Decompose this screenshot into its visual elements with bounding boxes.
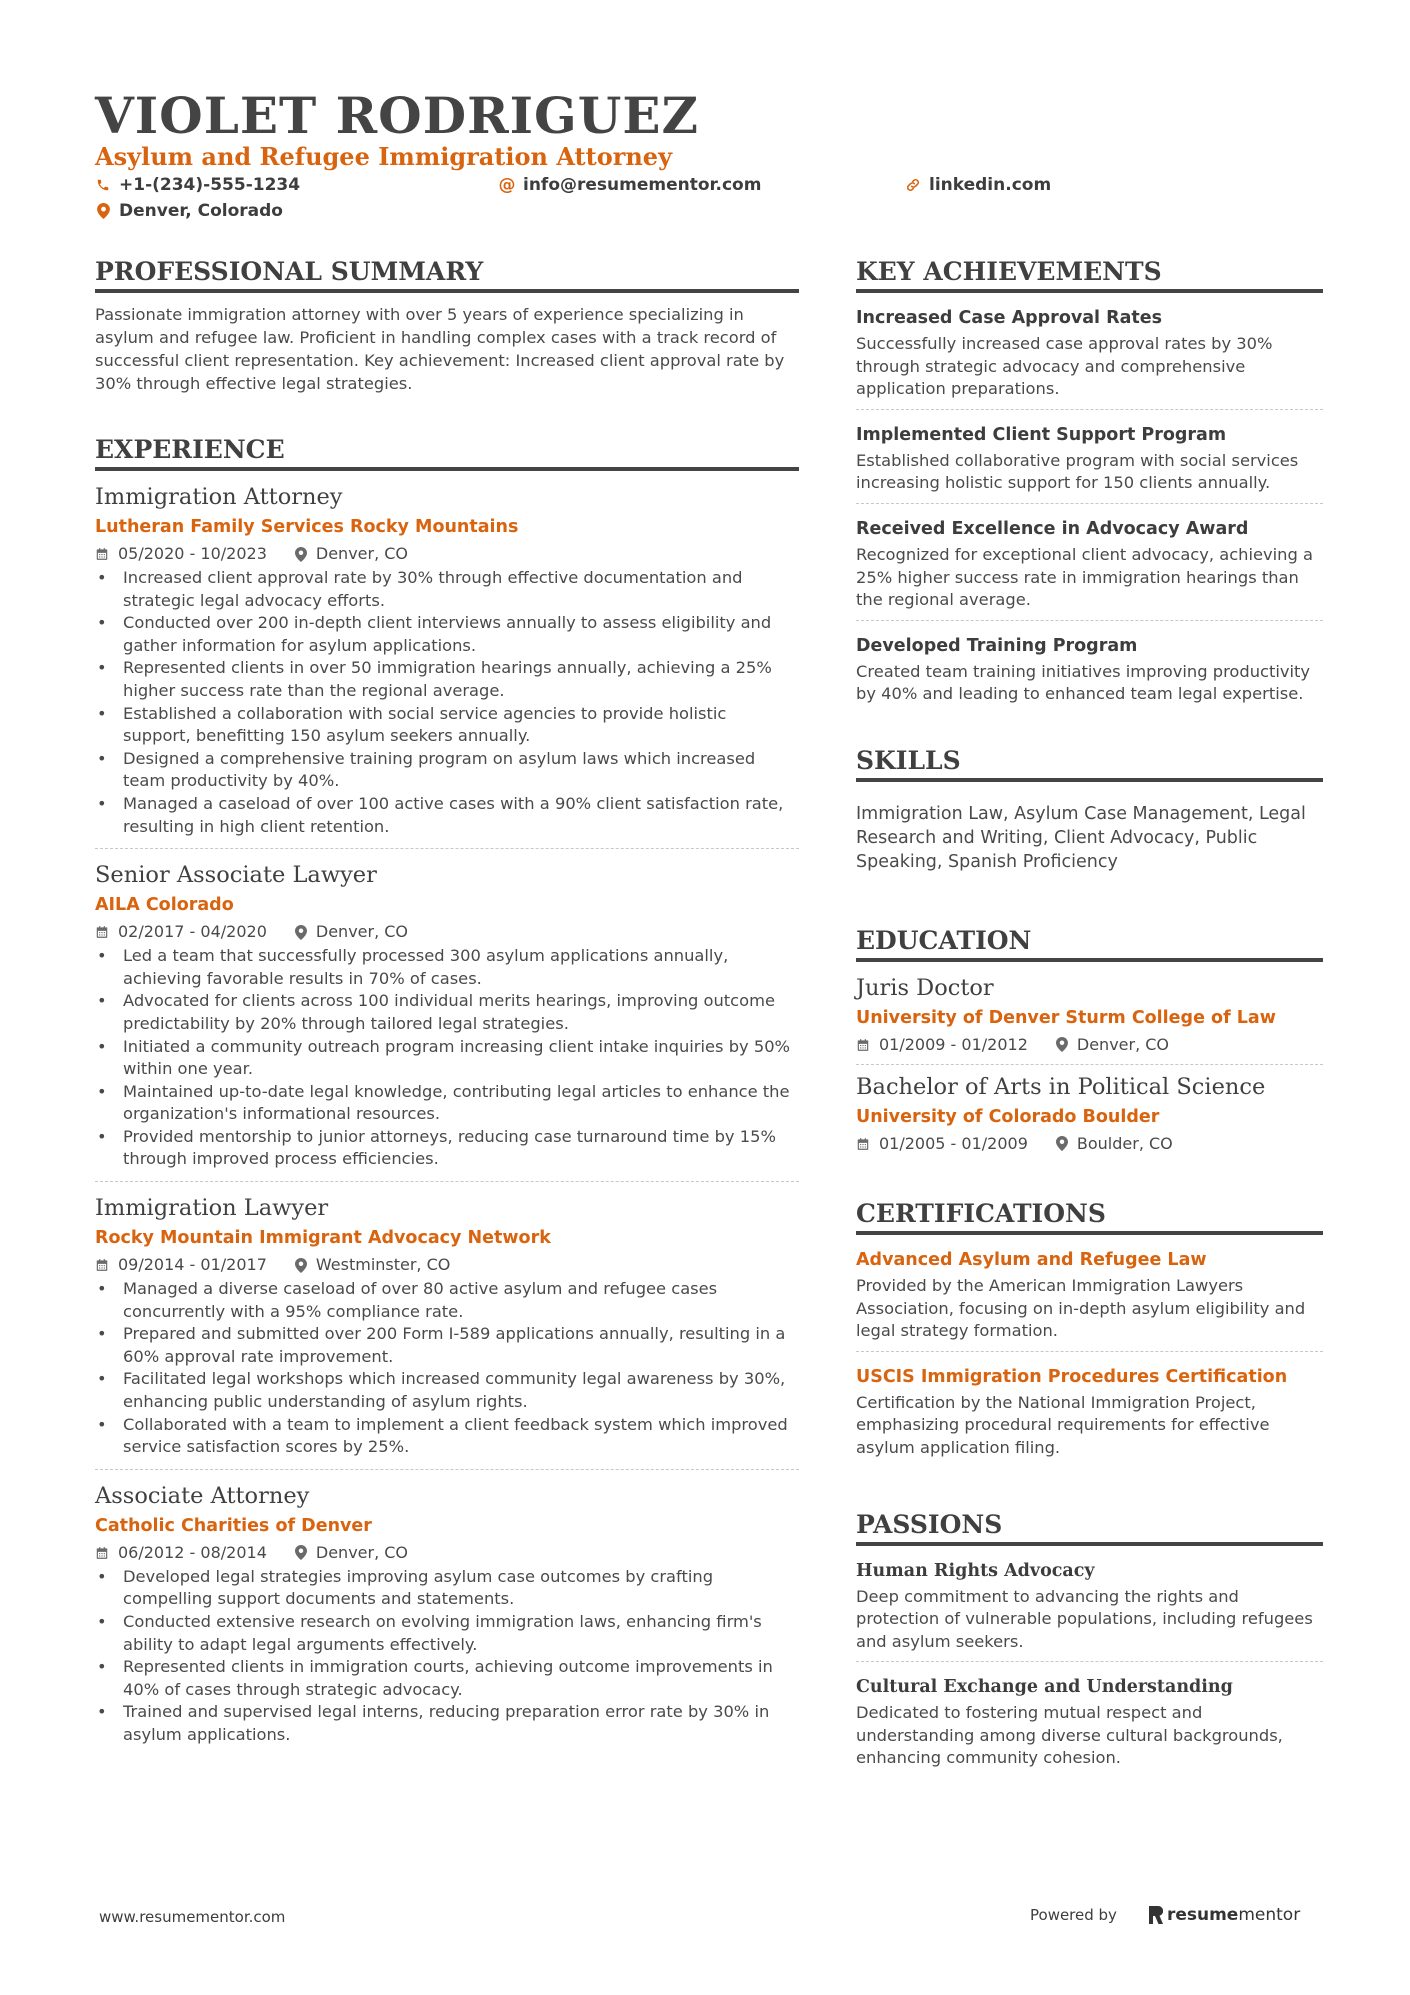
achievements-list <box>856 303 1323 714</box>
job-organization: Rocky Mountain Immigrant Advocacy Network <box>95 1228 551 1249</box>
achievement-title: Implemented Client Support Program <box>856 424 1227 445</box>
location-pin-icon <box>295 1545 307 1560</box>
education-item <box>856 972 1323 1065</box>
summary-text: Passionate immigration attorney with over 5 years of experience specializing in asylum and refugee law. Proficient in handling complex cases with a track record of successful client representation. Key achievement: Increased client approval rate by 30% through effective legal strategies. <box>95 305 785 393</box>
certifications-heading: CERTIFICATIONS <box>856 1197 1323 1235</box>
achievement-item <box>856 303 1323 410</box>
location: Denver, CO <box>315 1542 409 1562</box>
linkedin-text[interactable]: linkedin.com <box>929 175 1052 195</box>
date-range: 05/2020 - 10/2023 <box>118 544 267 563</box>
bullet-item: • Led a team that successfully processed 300 asylum applications annually, achieving favorable results in 70% of cases. <box>95 945 799 990</box>
brand-bold: resume <box>1166 1905 1239 1925</box>
location-pin-icon <box>295 925 307 940</box>
bullet-item: • Conducted extensive research on evolving immigration laws, enhancing firm's ability to adapt legal arguments effectively. <box>95 1611 799 1656</box>
achievement-title: Increased Case Approval Rates <box>856 308 1163 328</box>
contact-email[interactable] <box>499 174 761 196</box>
bullet-item: • Advocated for clients across 100 individual merits hearings, improving outcome predictability by 20% through tailored legal strategies. <box>95 990 799 1035</box>
experience-heading: EXPERIENCE <box>95 433 799 471</box>
passion-title: Human Rights Advocacy <box>856 1560 1095 1581</box>
skills-text: Immigration Law, Asylum Case Management, Legal Research and Writing, Client Advocacy, Public Speaking, Spanish Proficiency <box>856 803 1306 872</box>
achievement-description: Established collaborative program with social services increasing holistic support for 150 clients annually. <box>856 450 1299 493</box>
passion-item <box>856 1672 1323 1778</box>
job-bullets <box>95 567 799 838</box>
bullet-item: • Facilitated legal workshops which increased community legal awareness by 30%, enhancing public understanding of asylum rights. <box>95 1368 799 1413</box>
powered-by-label: Powered by <box>1030 1906 1117 1924</box>
job-title: Senior Associate Lawyer <box>95 862 377 889</box>
school: University of Colorado Boulder <box>856 1106 1160 1127</box>
meta-row <box>95 541 799 567</box>
brand-logo[interactable] <box>1149 1905 1300 1925</box>
location: Boulder, CO <box>1076 1133 1173 1153</box>
bullet-item: • Provided mentorship to junior attorneys, reducing case turnaround time by 15% through improved process efficiencies. <box>95 1126 799 1171</box>
location-pin-icon <box>95 203 111 219</box>
job-organization: Lutheran Family Services Rocky Mountains <box>95 517 519 537</box>
bullet-item: • Prepared and submitted over 200 Form I-589 applications annually, resulting in a 60% approval rate improvement. <box>95 1323 799 1368</box>
location: Denver, CO <box>1076 1034 1170 1054</box>
achievement-title: Received Excellence in Advocacy Award <box>856 518 1249 539</box>
meta-row <box>856 1131 1323 1157</box>
education-item <box>856 1071 1323 1163</box>
job-title: Associate Attorney <box>95 1482 310 1509</box>
achievement-item <box>856 631 1323 714</box>
bullet-item: • Designed a comprehensive training program on asylum laws which increased team productivity by 40%. <box>95 748 799 793</box>
candidate-role: Asylum and Refugee Immigration Attorney <box>95 142 673 171</box>
bullet-item: • Conducted over 200 in-depth client interviews annually to assess eligibility and gather information for asylum applications. <box>95 612 799 657</box>
degree: Juris Doctor <box>856 974 994 1001</box>
job-organization: Catholic Charities of Denver <box>95 1515 372 1536</box>
link-icon <box>905 177 921 193</box>
location: Westminster, CO <box>315 1255 451 1275</box>
job-entry <box>95 859 799 1182</box>
meta-row <box>95 919 799 945</box>
achievement-item <box>856 514 1323 621</box>
calendar-icon <box>95 547 109 561</box>
calendar-icon <box>95 1258 109 1272</box>
candidate-name: VIOLET RODRIGUEZ <box>95 86 699 145</box>
bullet-item: • Maintained up-to-date legal knowledge, contributing legal articles to enhance the organization's informational resources. <box>95 1081 799 1126</box>
job-entry <box>95 1192 799 1470</box>
passions-heading: PASSIONS <box>856 1508 1323 1546</box>
bullet-item: • Managed a diverse caseload of over 80 active asylum and refugee cases concurrently with a 95% compliance rate. <box>95 1278 799 1323</box>
passion-item <box>856 1556 1323 1663</box>
location-text: Denver, Colorado <box>119 201 283 221</box>
degree: Bachelor of Arts in Political Science <box>856 1073 1266 1100</box>
date-range: 02/2017 - 04/2020 <box>118 922 267 942</box>
bullet-item: • Represented clients in over 50 immigration hearings annually, achieving a 25% higher success rate than the regional average. <box>95 657 799 702</box>
education-heading: EDUCATION <box>856 924 1323 962</box>
job-organization: AILA Colorado <box>95 895 234 916</box>
phone-icon <box>95 178 111 192</box>
powered-by <box>1030 1905 1300 1925</box>
skills-heading: SKILLS <box>856 744 1323 782</box>
date-range: 09/2014 - 01/2017 <box>118 1255 267 1275</box>
bullet-item: • Represented clients in immigration courts, achieving outcome improvements in 40% of cases through strategic advocacy. <box>95 1656 799 1701</box>
summary-heading: PROFESSIONAL SUMMARY <box>95 255 799 293</box>
location: Denver, CO <box>315 544 409 563</box>
certification-item <box>856 1245 1323 1352</box>
bullet-item: • Collaborated with a team to implement a client feedback system which improved service satisfaction scores by 25%. <box>95 1414 799 1459</box>
contact-phone <box>95 174 300 196</box>
job-title: Immigration Attorney <box>95 484 343 510</box>
passion-description: Dedicated to fostering mutual respect and understanding among diverse cultural backgrounds, enhancing community cohesion. <box>856 1703 1283 1768</box>
brand-mark-icon <box>1149 1906 1163 1924</box>
location-pin-icon <box>295 1258 307 1273</box>
job-entry <box>95 481 799 849</box>
footer-website[interactable]: www.resumementor.com <box>99 1908 286 1926</box>
passions-list <box>856 1556 1323 1779</box>
meta-row <box>95 1540 799 1566</box>
passion-description: Deep commitment to advancing the rights and protection of vulnerable populations, including refugees and asylum seekers. <box>856 1586 1313 1651</box>
job-bullets <box>95 1278 799 1459</box>
contact-location <box>95 200 283 222</box>
job-entry <box>95 1480 799 1757</box>
achievement-item <box>856 420 1323 504</box>
achievements-heading: KEY ACHIEVEMENTS <box>856 255 1323 293</box>
bullet-item: • Established a collaboration with social service agencies to provide holistic support, benefitting 150 asylum seekers annually. <box>95 703 799 748</box>
experience-list <box>95 481 799 1757</box>
brand-rest: mentor <box>1238 1905 1301 1925</box>
location-pin-icon <box>295 547 307 562</box>
certification-title: Advanced Asylum and Refugee Law <box>856 1249 1207 1270</box>
certification-description: Provided by the American Immigration Lawyers Association, focusing on in-depth asylum eligibility and legal strategy formation. <box>856 1275 1306 1341</box>
calendar-icon <box>856 1038 870 1052</box>
bullet-item: • Trained and supervised legal interns, reducing preparation error rate by 30% in asylum applications. <box>95 1701 799 1746</box>
date-range: 01/2009 - 01/2012 <box>879 1034 1028 1054</box>
date-range: 06/2012 - 08/2014 <box>118 1542 267 1562</box>
job-title: Immigration Lawyer <box>95 1195 329 1222</box>
achievement-description: Recognized for exceptional client advocacy, achieving a 25% higher success rate in immigration hearings than the regional average. <box>856 544 1313 610</box>
job-bullets <box>95 1566 799 1747</box>
meta-row <box>95 1252 799 1278</box>
email-text[interactable]: info@resumementor.com <box>523 175 762 195</box>
achievement-description: Successfully increased case approval rates by 30% through strategic advocacy and comprehensive application preparations. <box>856 334 1273 399</box>
phone-text: +1-(234)-555-1234 <box>119 175 301 195</box>
at-sign-icon: @ <box>498 175 516 195</box>
contact-linkedin[interactable] <box>905 174 1051 196</box>
school: University of Denver Sturm College of Law <box>856 1007 1276 1028</box>
certification-title: USCIS Immigration Procedures Certification <box>856 1366 1288 1387</box>
calendar-icon <box>856 1137 870 1151</box>
location-pin-icon <box>1056 1136 1068 1151</box>
education-list <box>856 972 1323 1163</box>
bullet-item: • Initiated a community outreach program increasing client intake inquiries by 50% within one year. <box>95 1036 799 1081</box>
calendar-icon <box>95 1546 109 1560</box>
job-bullets <box>95 945 799 1171</box>
location: Denver, CO <box>315 922 409 942</box>
meta-row <box>856 1032 1323 1058</box>
bullet-item: • Increased client approval rate by 30% through effective documentation and strategic legal advocacy efforts. <box>95 567 799 612</box>
right-column <box>856 255 1323 1788</box>
left-column <box>95 255 799 1767</box>
certification-description: Certification by the National Immigration Project, emphasizing procedural requirements for effective asylum application filing. <box>856 1392 1270 1457</box>
date-range: 01/2005 - 01/2009 <box>879 1133 1028 1153</box>
certification-item <box>856 1362 1323 1468</box>
bullet-item: • Developed legal strategies improving asylum case outcomes by crafting compelling support documents and statements. <box>95 1566 799 1611</box>
location-pin-icon <box>1056 1037 1068 1052</box>
bullet-item: • Managed a caseload of over 100 active cases with a 90% client satisfaction rate, resulting in high client retention. <box>95 793 799 838</box>
certifications-list <box>856 1245 1323 1468</box>
achievement-description: Created team training initiatives improving productivity by 40% and leading to enhanced team legal expertise. <box>856 661 1311 704</box>
achievement-title: Developed Training Program <box>856 635 1138 656</box>
calendar-icon <box>95 925 109 939</box>
passion-title: Cultural Exchange and Understanding <box>856 1677 1233 1698</box>
